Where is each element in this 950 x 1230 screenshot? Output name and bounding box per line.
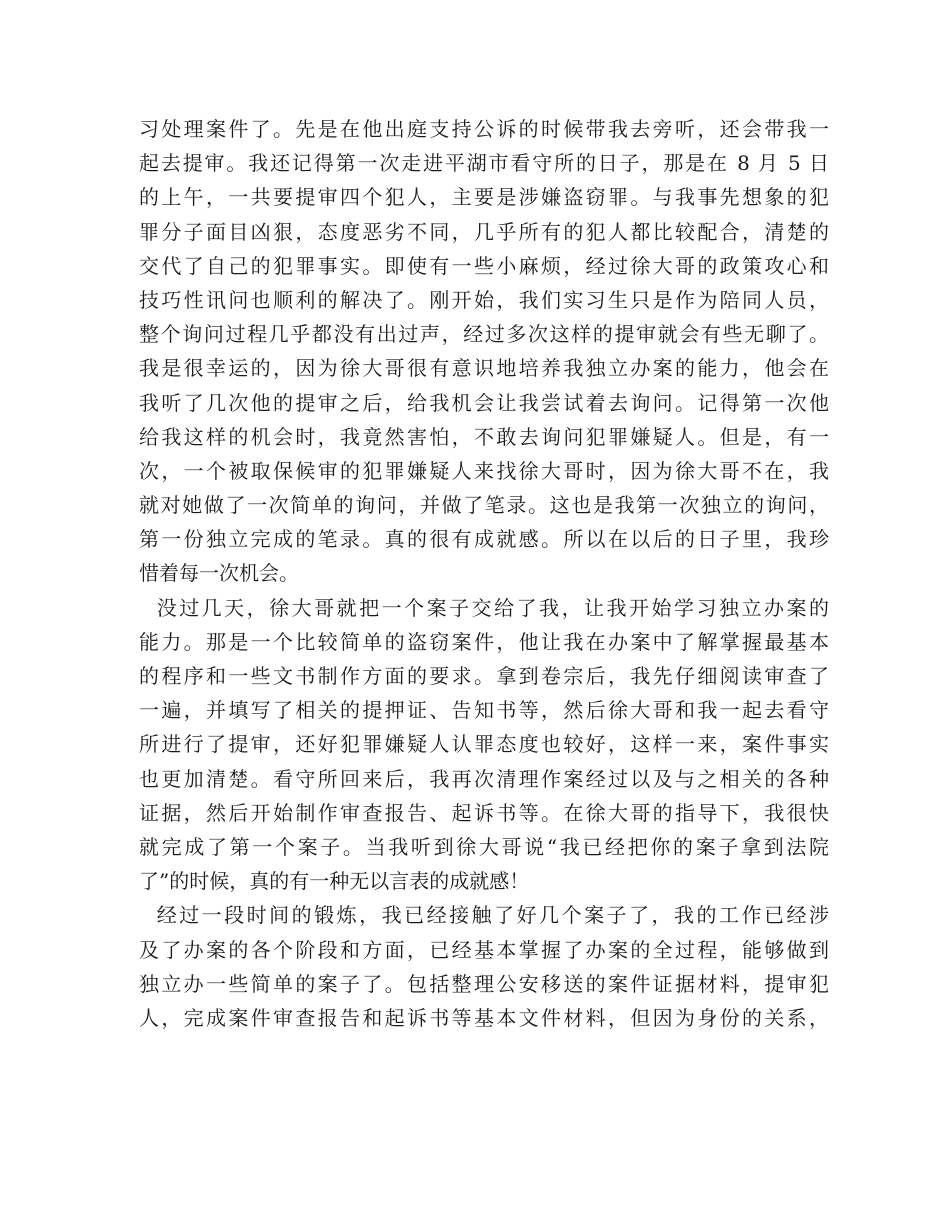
text-line: 人，完成案件审查报告和起诉书等基本文件材料，但因为身份的关系， — [139, 1005, 829, 1030]
body-text — [139, 112, 829, 1035]
text-line: 罪分子面目凶狠，态度恶劣不同，几乎所有的犯人都比较配合，清楚的 — [139, 219, 829, 244]
text-line: 技巧性讯问也顺利的解决了。刚开始，我们实习生只是作为陪同人员， — [139, 287, 829, 312]
text-line: 次，一个被取保候审的犯罪嫌疑人来找徐大哥时，因为徐大哥不在，我 — [139, 458, 829, 483]
text-line: 起去提审。我还记得第一次走进平湖市看守所的日子，那是在 8 月 5 日 — [139, 151, 829, 176]
text-line: 惜着每一次机会。 — [139, 561, 299, 586]
text-line: 了”的时候，真的有一种无以言表的成就感！ — [139, 869, 530, 894]
text-line: 证据，然后开始制作审查报告、起诉书等。在徐大哥的指导下，我很快 — [139, 800, 829, 825]
text-line: 经过一段时间的锻炼，我已经接触了好几个案子了，我的工作已经涉 — [139, 903, 829, 928]
text-line: 的上午，一共要提审四个犯人，主要是涉嫌盗窃罪。与我事先想象的犯 — [139, 185, 829, 210]
text-line: 第一份独立完成的笔录。真的很有成就感。所以在以后的日子里，我珍 — [139, 527, 829, 552]
text-line: 交代了自己的犯罪事实。即使有一些小麻烦，经过徐大哥的政策攻心和 — [139, 253, 829, 278]
text-line: 独立办一些简单的案子了。包括整理公安移送的案件证据材料，提审犯 — [139, 971, 829, 996]
text-line: 就完成了第一个案子。当我听到徐大哥说“我已经把你的案子拿到法院 — [139, 834, 829, 859]
text-line: 的程序和一些文书制作方面的要求。拿到卷宗后，我先仔细阅读审查了 — [139, 664, 829, 688]
text-line: 及了办案的各个阶段和方面，已经基本掌握了办案的全过程，能够做到 — [139, 937, 829, 962]
text-line: 也更加清楚。看守所回来后，我再次清理作案经过以及与之相关的各种 — [139, 766, 829, 791]
text-line: 整个询问过程几乎都没有出过声，经过多次这样的提审就会有些无聊了。 — [139, 322, 829, 347]
text-line: 能力。那是一个比较简单的盗窃案件，他让我在办案中了解掌握最基本 — [139, 629, 829, 654]
text-line: 就对她做了一次简单的询问，并做了笔录。这也是我第一次独立的询问， — [139, 493, 829, 518]
text-line: 没过几天，徐大哥就把一个案子交给了我，让我开始学习独立办案的 — [139, 595, 829, 620]
text-line: 一遍，并填写了相关的提押证、告知书等，然后徐大哥和我一起去看守 — [139, 698, 829, 723]
text-line: 习处理案件了。先是在他出庭支持公诉的时候带我去旁听，还会带我一 — [139, 117, 829, 141]
text-line: 给我这样的机会时，我竟然害怕，不敢去询问犯罪嫌疑人。但是，有一 — [139, 424, 829, 449]
text-line: 我听了几次他的提审之后，给我机会让我尝试着去询问。记得第一次他 — [139, 390, 829, 415]
text-line: 所进行了提审，还好犯罪嫌疑人认罪态度也较好，这样一来，案件事实 — [139, 732, 829, 757]
text-line: 我是很幸运的，因为徐大哥很有意识地培养我独立办案的能力，他会在 — [139, 356, 829, 381]
